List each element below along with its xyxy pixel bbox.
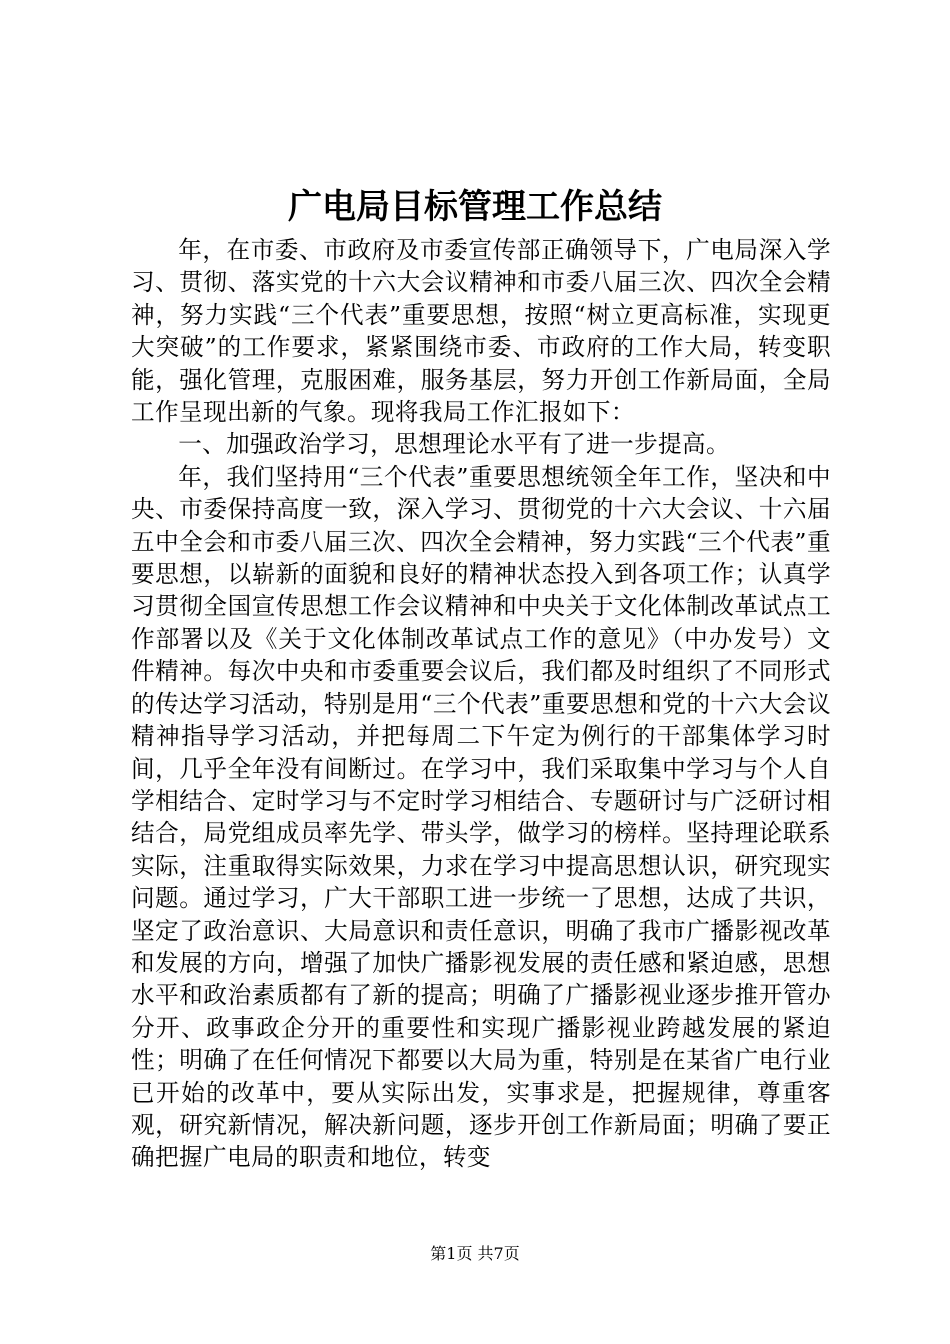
body-paragraph-intro: 年，在市委、市政府及市委宣传部正确领导下，广电局深入学习、贯彻、落实党的十六大会议精神和市委八届三次、四次全会精神，努力实践“三个代表”重要思想，按照“树立更高标准，实现更大突破”的工作要求，紧紧围绕市委、市政府的工作大局，转变职能，强化管理，克服困难，服务基层，努力开创工作新局面，全局工作呈现出新的气象。现将我局工作汇报如下：: [131, 236, 831, 427]
page-indicator: 第1页 共7页: [430, 1244, 520, 1263]
document-body: [131, 234, 831, 1174]
section-heading-1: 一、加强政治学习，思想理论水平有了进一步提高。: [178, 430, 731, 459]
document-title: 广电局目标管理工作总结: [288, 187, 662, 227]
body-paragraph-section-1: 年，我们坚持用“三个代表”重要思想统领全年工作，坚决和中央、市委保持高度一致，深入学习、贯彻党的十六大会议、十六届五中全会和市委八届三次、四次全会精神，努力实践“三个代表”重要思想，以崭新的面貌和良好的精神状态投入到各项工作；认真学习贯彻全国宣传思想工作会议精神和中央关于文化体制改革试点工作部署以及《关于文化体制改革试点工作的意见》（中办发号）文件精神。每次中央和市委重要会议后，我们都及时组织了不同形式的传达学习活动，特别是用“三个代表”重要思想和党的十六大会议精神指导学习活动，并把每周二下午定为例行的干部集体学习时间，几乎全年没有间断过。在学习中，我们采取集中学习与个人自学相结合、定时学习与不定时学习相结合、专题研讨与广泛研讨相结合，局党组成员率先学、带头学，做学习的榜样。坚持理论联系实际，注重取得实际效果，力求在学习中提高思想认识，研究现实问题。通过学习，广大干部职工进一步统一了思想，达成了共识，坚定了政治意识、大局意识和责任意识，明确了我市广播影视改革和发展的方向，增强了加快广播影视发展的责任感和紧迫感，思想水平和政治素质都有了新的提高；明确了广播影视业逐步推开管办分开、政事政企分开的重要性和实现广播影视业跨越发展的紧迫性；明确了在任何情况下都要以大局为重，特别是在某省广电行业已开始的改革中，要从实际出发，实事求是，把握规律，尊重客观，研究新情况，解决新问题，逐步开创工作新局面；明确了要正确把握广电局的职责和地位，转变: [131, 462, 831, 1172]
page-footer: [0, 1243, 950, 1265]
